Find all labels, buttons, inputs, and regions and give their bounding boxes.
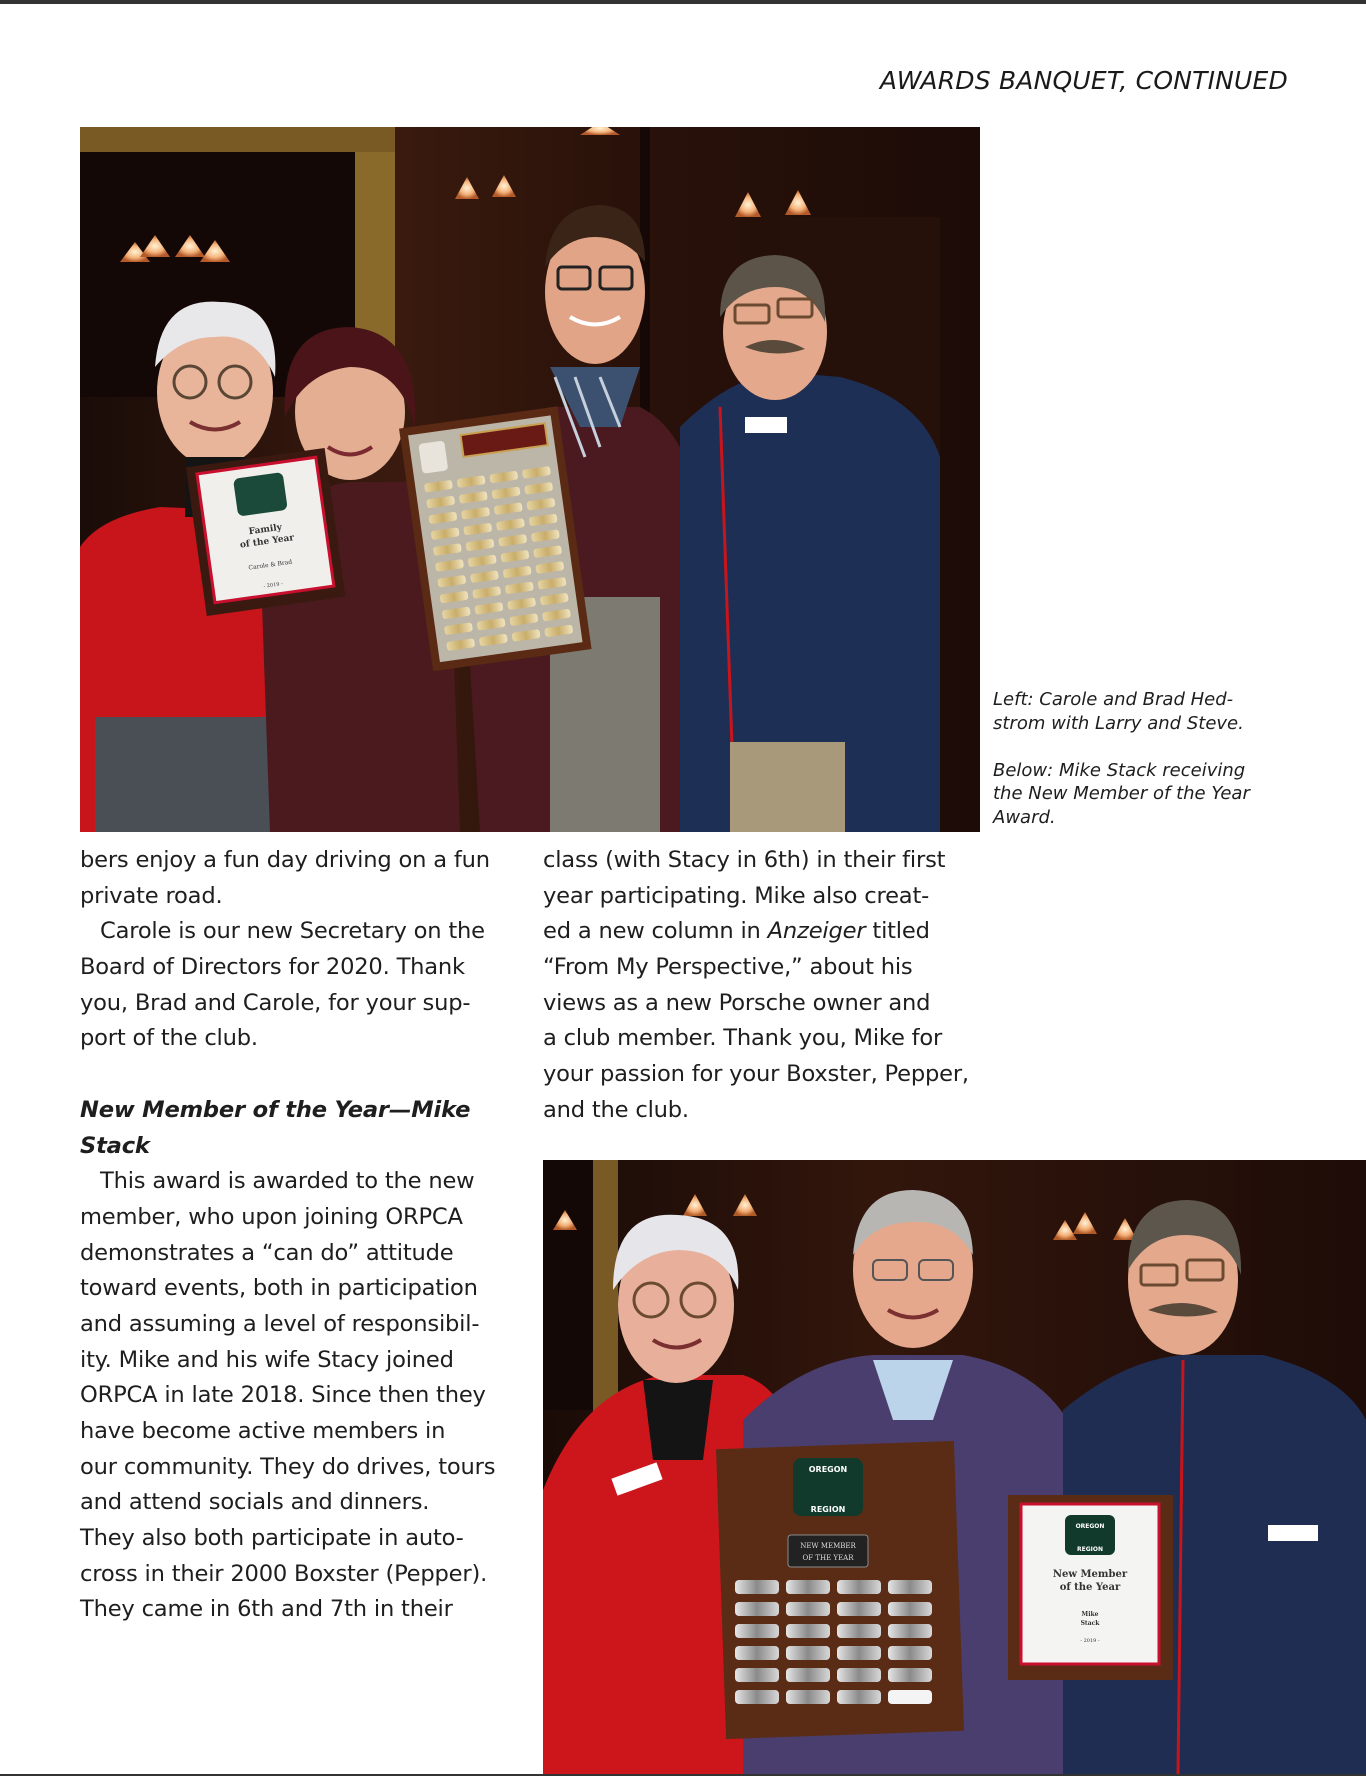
logo-text: OREGON (1075, 1523, 1105, 1530)
body-line: views as a new Porsche owner and (543, 989, 931, 1016)
caption-line: strom with Larry and Steve. (993, 712, 1244, 734)
publication-title: Anzeiger (767, 918, 866, 945)
body-line: Board of Directors for 2020. Thank (80, 954, 465, 981)
body-line: bers enjoy a fun day driving on a fun (80, 847, 490, 873)
photo-caption (993, 688, 1323, 829)
body-line: have become active members in (80, 1418, 446, 1444)
plaque-new-member-mike-stack (1008, 1495, 1173, 1680)
plaque-recipient: Mike (1081, 1611, 1099, 1618)
blank-line (80, 1057, 525, 1093)
body-line: member, who upon joining ORPCA (80, 1203, 463, 1230)
body-text: ed a new column in (543, 918, 768, 945)
top-rule (0, 0, 1366, 4)
caption-line: the New Member of the Year (993, 783, 1250, 804)
plaque-title: OF THE YEAR (802, 1554, 854, 1562)
body-line: year participating. Mike also creat- (543, 882, 930, 909)
body-line: They came in 6th and 7th in their (80, 1596, 453, 1623)
body-line: toward events, both in participation (80, 1275, 478, 1302)
plaque-title: of the Year (1059, 1582, 1121, 1593)
photo-family-of-the-year (80, 127, 980, 832)
photo-new-member-of-the-year (543, 1160, 1366, 1774)
body-line: “From My Perspective,” about his (543, 954, 913, 981)
running-head: AWARDS BANQUET, CONTINUED (879, 66, 1288, 95)
body-line: port of the club. (80, 1025, 258, 1052)
body-line: demonstrates a “can do” attitude (80, 1239, 454, 1266)
logo-text: OREGON (808, 1465, 848, 1474)
plaque-title: NEW MEMBER (800, 1542, 856, 1550)
body-line: and the club. (543, 1096, 689, 1123)
svg-text:Carole & Brad: Carole & Brad (248, 558, 293, 572)
plaque-year: - 2019 - (1080, 1638, 1100, 1644)
caption-line: Below: Mike Stack receiving (993, 759, 1246, 781)
plaque-family-of-the-year (186, 448, 346, 616)
article-column-2 (543, 843, 988, 1129)
body-line: cross in their 2000 Boxster (Pepper). (80, 1560, 488, 1587)
body-line: and attend socials and dinners. (80, 1489, 430, 1516)
body-line: you, Brad and Carole, for your sup- (80, 989, 471, 1016)
plaque-title: New Member (1052, 1569, 1128, 1580)
body-line: a club member. Thank you, Mike for (543, 1025, 943, 1052)
body-line: This award is awarded to the new (100, 1168, 475, 1195)
body-line: your passion for your Boxster, Pepper, (543, 1061, 969, 1088)
svg-text:of the Year: of the Year (239, 533, 295, 551)
section-heading: Stack (80, 1132, 150, 1159)
body-line (543, 914, 988, 950)
plaque-perpetual-family (399, 406, 592, 671)
body-line: They also both participate in auto- (80, 1525, 464, 1552)
svg-text:- 2019 -: - 2019 - (263, 581, 284, 590)
logo-text: REGION (1077, 1546, 1103, 1553)
body-line: our community. They do drives, tours (80, 1453, 496, 1480)
plaque-recipient: Stack (1080, 1620, 1100, 1627)
caption-line: Award. (993, 806, 1056, 828)
logo-text: REGION (810, 1505, 846, 1514)
plaque-perpetual-new-member (716, 1441, 964, 1739)
body-line: and assuming a level of responsibil- (80, 1310, 480, 1337)
caption-left (993, 688, 1323, 735)
body-text: titled (865, 918, 930, 945)
caption-line: Left: Carole and Brad Hed- (993, 689, 1234, 710)
article-column-1 (80, 843, 525, 1628)
plaque-title: Family (248, 522, 283, 538)
caption-below (993, 759, 1323, 830)
body-line: ity. Mike and his wife Stacy joined (80, 1346, 454, 1373)
body-line: Carole is our new Secretary on the (100, 918, 485, 945)
body-line: ORPCA in late 2018. Since then they (80, 1382, 486, 1409)
body-line: private road. (80, 882, 223, 909)
body-line: class (with Stacy in 6th) in their first (543, 847, 946, 873)
section-heading: New Member of the Year—Mike (80, 1096, 471, 1123)
